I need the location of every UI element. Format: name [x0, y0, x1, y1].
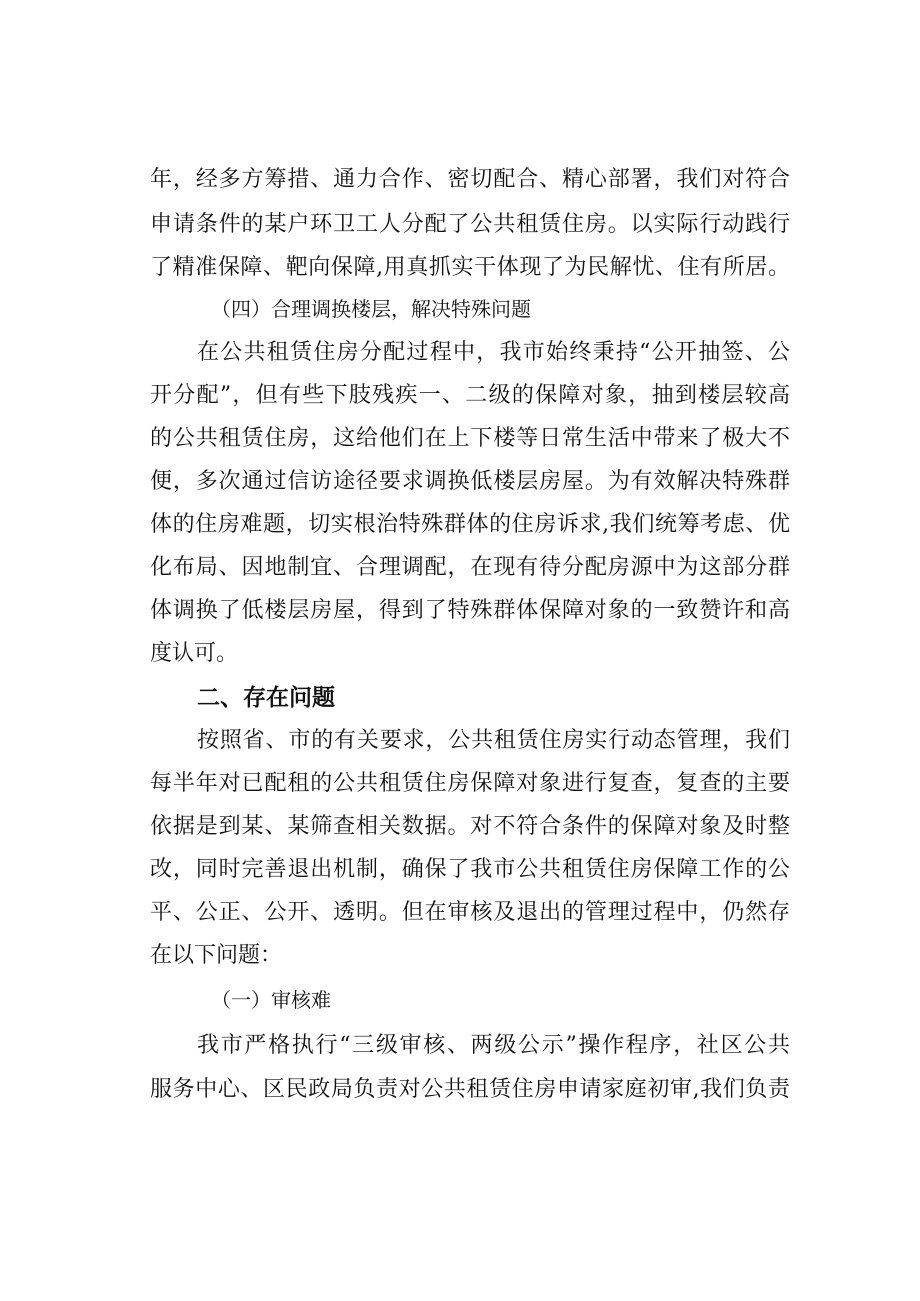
paragraph-line: 每半年对已配租的公共租赁住房保障对象进行复查，复查的主要	[150, 771, 790, 796]
paragraph-line: 在以下问题：	[150, 943, 283, 968]
subheading-4: （四）合理调换楼层，解决特殊问题	[211, 297, 531, 321]
paragraph-line: 了精准保障、靶向保障,用真抓实干体现了为民解忧、住有所居。	[150, 255, 790, 280]
paragraph-line: 按照省、市的有关要求，公共租赁住房实行动态管理，我们	[197, 728, 790, 753]
subheading-1: （一）审核难	[211, 988, 331, 1012]
paragraph-line: 化布局、因地制宜、合理调配，在现有待分配房源中为这部分群	[150, 555, 790, 580]
paragraph-line: 体的住房难题，切实根治特殊群体的住房诉求,我们统筹考虑、优	[150, 512, 790, 537]
paragraph-line: 申请条件的某户环卫工人分配了公共租赁住房。以实际行动践行	[150, 212, 790, 237]
paragraph-line: 我市严格执行“三级审核、两级公示”操作程序，社区公共	[197, 1033, 790, 1058]
paragraph-line: 的公共租赁住房，这给他们在上下楼等日常生活中带来了极大不	[150, 426, 790, 451]
paragraph-line: 服务中心、区民政局负责对公共租赁住房申请家庭初审,我们负责	[150, 1077, 790, 1102]
paragraph-line: 度认可。	[150, 641, 239, 666]
paragraph-line: 在公共租赁住房分配过程中，我市始终秉持“公开抽签、公	[197, 340, 790, 365]
paragraph-line: 平、公正、公开、透明。但在审核及退出的管理过程中，仍然存	[150, 900, 790, 925]
section-heading: 二、存在问题	[197, 685, 335, 711]
paragraph-line: 改，同时完善退出机制，确保了我市公共租赁住房保障工作的公	[150, 857, 790, 882]
paragraph-line: 便，多次通过信访途径要求调换低楼层房屋。为有效解决特殊群	[150, 469, 790, 494]
paragraph-line: 开分配”，但有些下肢残疾一、二级的保障对象，抽到楼层较高	[150, 383, 790, 408]
paragraph-line: 体调换了低楼层房屋，得到了特殊群体保障对象的一致赞许和高	[150, 598, 790, 623]
paragraph-line: 依据是到某、某筛查相关数据。对不符合条件的保障对象及时整	[150, 814, 790, 839]
paragraph-line: 年，经多方筹措、通力合作、密切配合、精心部署，我们对符合	[150, 167, 790, 192]
